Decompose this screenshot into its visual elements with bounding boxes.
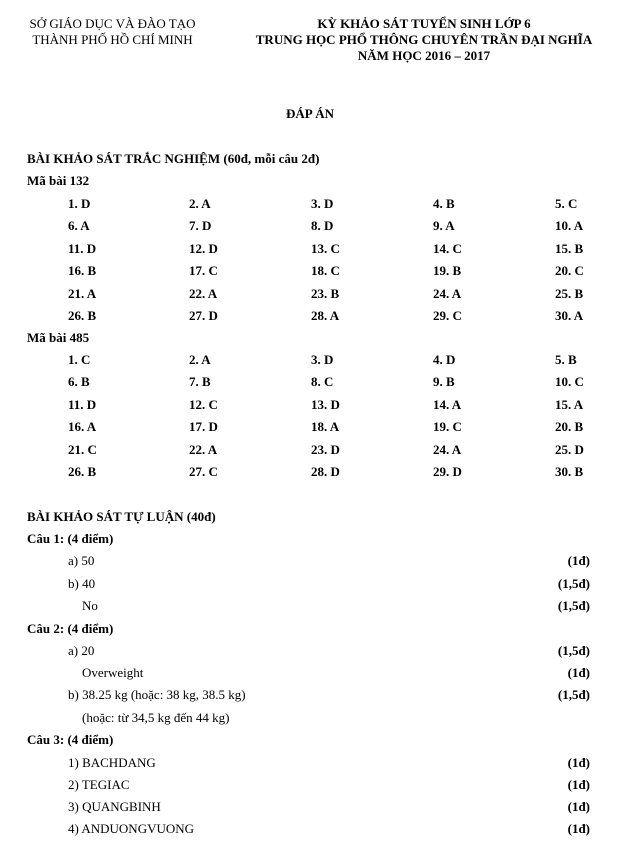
- answer-cell: 4. D: [433, 352, 456, 367]
- answer-cell: 23. B: [311, 285, 340, 301]
- answer-cell: 10. A: [555, 218, 584, 234]
- q3-score-3: (1đ): [567, 799, 590, 814]
- q1-score-b2: (1,5đ): [557, 598, 590, 613]
- header-right-line1: KỲ KHẢO SÁT TUYỂN SINH LỚP 6: [317, 16, 531, 31]
- answer-cell: 11. D: [68, 396, 97, 412]
- q2-score-b: (1,5đ): [557, 687, 590, 702]
- answer-cell: 9. A: [433, 218, 455, 234]
- test-label-485: Mã bài 485: [27, 330, 90, 345]
- answer-cell: 30. B: [555, 464, 584, 479]
- answer-cell: 3. D: [311, 352, 334, 367]
- answer-cell: 19. C: [433, 419, 462, 435]
- answer-cell: 21. C: [68, 441, 97, 457]
- answer-cell: 27. D: [189, 308, 218, 323]
- answer-cell: 22. A: [189, 441, 218, 457]
- answer-cell: 15. A: [555, 396, 584, 412]
- answer-cell: 16. B: [68, 263, 97, 279]
- q3-score-2: (1đ): [567, 777, 590, 792]
- answer-cell: 18. C: [311, 263, 340, 279]
- answer-cell: 29. D: [433, 464, 462, 479]
- answer-cell: 11. D: [68, 240, 97, 256]
- q2-line-a: a) 20: [68, 643, 95, 658]
- q3-score-1: (1đ): [567, 755, 590, 770]
- answer-cell: 20. C: [555, 263, 584, 279]
- answer-cell: 16. A: [68, 419, 97, 435]
- answer-cell: 7. D: [189, 218, 212, 234]
- answer-cell: 25. D: [555, 441, 584, 457]
- answer-cell: 30. A: [555, 308, 584, 323]
- answer-cell: 6. A: [68, 218, 90, 234]
- answer-cell: 5. C: [555, 196, 578, 211]
- answer-cell: 3. D: [311, 196, 334, 211]
- answer-cell: 4. B: [433, 196, 455, 211]
- answer-cell: 10. C: [555, 374, 584, 390]
- q3-label: Câu 3: (4 điểm): [27, 732, 114, 747]
- q2-label: Câu 2: (4 điểm): [27, 621, 114, 636]
- q2-line-b2: (hoặc: từ 34,5 kg đến 44 kg): [82, 710, 230, 725]
- answer-cell: 21. A: [68, 285, 97, 301]
- answer-cell: 22. A: [189, 285, 218, 301]
- answer-cell: 8. D: [311, 218, 334, 234]
- header-left-line1: SỞ GIÁO DỤC VÀ ĐÀO TẠO: [29, 16, 196, 31]
- answer-cell: 13. C: [311, 240, 340, 256]
- answer-cell: 12. D: [189, 240, 218, 256]
- answer-cell: 15. B: [555, 240, 584, 256]
- header-right-line2: TRUNG HỌC PHỔ THÔNG CHUYÊN TRẦN ĐẠI NGHĨA: [255, 32, 593, 47]
- header-right-line3: NĂM HỌC 2016 – 2017: [357, 48, 491, 63]
- answer-cell: 17. D: [189, 419, 218, 435]
- q1-score-b: (1,5đ): [557, 576, 590, 591]
- answer-cell: 25. B: [555, 285, 584, 301]
- mcq-heading: BÀI KHẢO SÁT TRẮC NGHIỆM (60đ, mỗi câu 2đ): [27, 151, 320, 166]
- answer-cell: 6. B: [68, 374, 90, 390]
- q1-label: Câu 1: (4 điểm): [27, 531, 114, 546]
- answer-cell: 1. C: [68, 352, 91, 367]
- answer-cell: 8. C: [311, 374, 334, 390]
- answer-cell: 26. B: [68, 308, 97, 323]
- answer-cell: 26. B: [68, 464, 97, 479]
- answer-cell: 17. C: [189, 263, 218, 279]
- q3-line-1: 1) BACHDANG: [68, 755, 156, 770]
- answer-cell: 2. A: [189, 352, 211, 367]
- q2-line-b: b) 38.25 kg (hoặc: 38 kg, 38.5 kg): [68, 687, 246, 702]
- answer-cell: 19. B: [433, 263, 462, 279]
- answer-cell: 20. B: [555, 419, 584, 435]
- answer-cell: 13. D: [311, 396, 340, 412]
- q1-line-b: b) 40: [68, 576, 96, 591]
- answer-cell: 24. A: [433, 285, 462, 301]
- answer-cell: 27. C: [189, 464, 218, 479]
- answer-cell: 28. A: [311, 308, 340, 323]
- test-label-132: Mã bài 132: [27, 173, 90, 188]
- page-title: ĐÁP ÁN: [285, 106, 335, 121]
- q2-score-a2: (1đ): [567, 665, 590, 680]
- answer-cell: 24. A: [433, 441, 462, 457]
- q1-line-a: a) 50: [68, 553, 95, 568]
- answer-cell: 9. B: [433, 374, 455, 390]
- answer-cell: 29. C: [433, 308, 462, 323]
- q3-line-2: 2) TEGIAC: [68, 777, 130, 792]
- answer-cell: 14. A: [433, 396, 462, 412]
- essay-heading: BÀI KHẢO SÁT TỰ LUẬN (40đ): [27, 509, 216, 524]
- q3-line-4: 4) ANDUONGVUONG: [68, 821, 195, 836]
- q1-line-b2: No: [82, 598, 98, 613]
- answer-cell: 7. B: [189, 374, 211, 390]
- q3-line-3: 3) QUANGBINH: [68, 799, 161, 814]
- answer-cell: 18. A: [311, 419, 340, 435]
- header-left-line2: THÀNH PHỐ HỒ CHÍ MINH: [32, 32, 193, 47]
- answer-cell: 2. A: [189, 196, 211, 211]
- answer-cell: 23. D: [311, 441, 340, 457]
- q2-line-a2: Overweight: [82, 665, 144, 680]
- q3-score-4: (1đ): [567, 821, 590, 836]
- answer-cell: 12. C: [189, 396, 218, 412]
- q1-score-a: (1đ): [567, 553, 590, 568]
- q2-score-a: (1,5đ): [557, 643, 590, 658]
- answer-cell: 1. D: [68, 196, 91, 211]
- answer-cell: 14. C: [433, 240, 462, 256]
- answer-cell: 5. B: [555, 352, 577, 367]
- answer-cell: 28. D: [311, 464, 340, 479]
